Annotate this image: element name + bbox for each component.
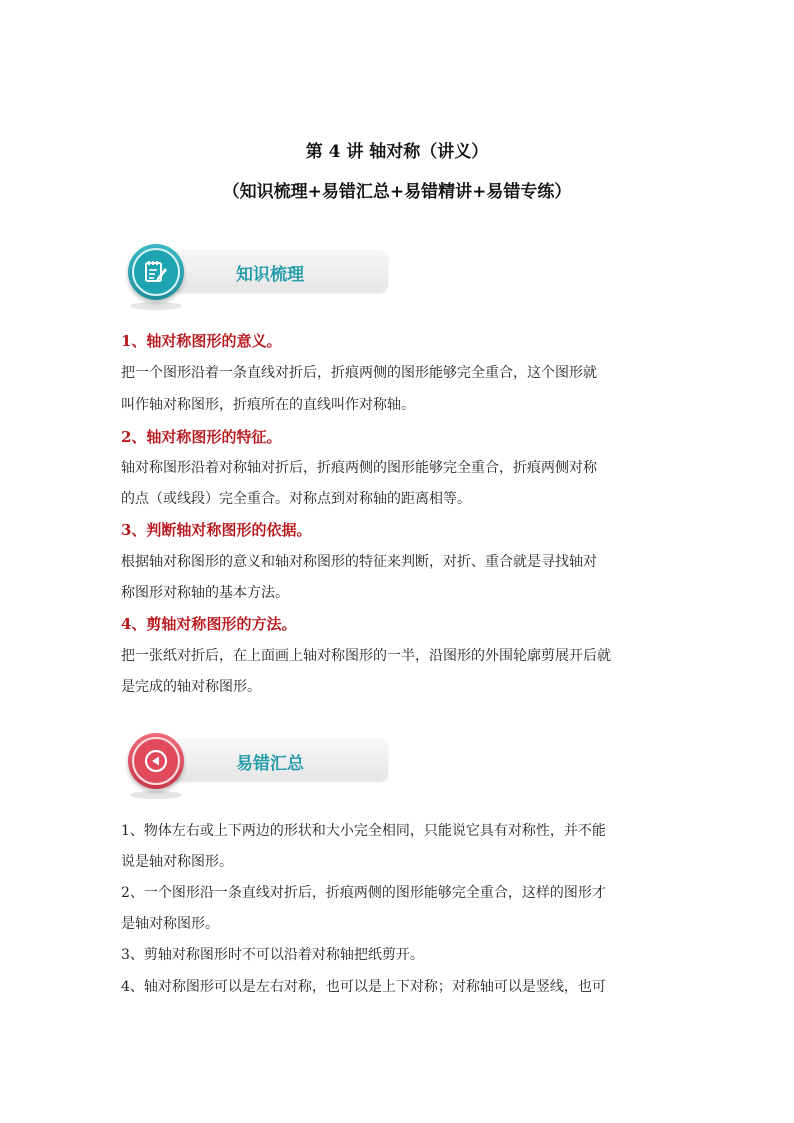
paragraph-line: 是完成的轴对称图形。: [121, 679, 261, 695]
paragraph-line: 4、轴对称图形可以是左右对称，也可以是上下对称；对称轴可以是竖线，也可: [121, 979, 606, 995]
badge-shadow: [130, 302, 182, 310]
paragraph-line: 的点（或线段）完全重合。对称点到对称轴的距离相等。: [121, 491, 471, 507]
paragraph-line: 轴对称图形沿着对称轴对折后，折痕两侧的图形能够完全重合，折痕两侧对称: [121, 460, 597, 476]
paragraph-line: 2、一个图形沿一条直线对折后，折痕两侧的图形能够完全重合，这样的图形才: [121, 885, 606, 901]
paragraph-line: 叫作轴对称图形，折痕所在的直线叫作对称轴。: [121, 397, 415, 413]
paragraph-line: 1、物体左右或上下两边的形状和大小完全相同，只能说它具有对称性，并不能: [121, 823, 606, 839]
badge-shadow: [130, 791, 182, 799]
paragraph-line: 3、剪轴对称图形时不可以沿着对称轴把纸剪开。: [121, 947, 424, 963]
banner-label: 知识梳理: [236, 265, 304, 285]
page-subtitle: （知识梳理+易错汇总+易错精讲+易错专练）: [222, 182, 572, 202]
banner-label: 易错汇总: [236, 754, 304, 774]
section-heading: 2、轴对称图形的特征。: [121, 428, 282, 446]
notepad-pencil-icon: [143, 259, 169, 285]
paragraph-line: 称图形对称轴的基本方法。: [121, 585, 289, 601]
section-heading: 3、判断轴对称图形的依据。: [121, 521, 312, 539]
paragraph-line: 说是轴对称图形。: [121, 854, 233, 870]
section-heading: 1、轴对称图形的意义。: [121, 332, 282, 350]
paragraph-line: 把一个图形沿着一条直线对折后，折痕两侧的图形能够完全重合，这个图形就: [121, 365, 597, 381]
banner-badge: [128, 733, 184, 789]
paragraph-line: 把一张纸对折后，在上面画上轴对称图形的一半，沿图形的外围轮廓剪展开后就: [121, 648, 611, 664]
page-title: 第 4 讲 轴对称（讲义）: [305, 142, 489, 162]
banner-badge: [128, 244, 184, 300]
section-banner-errors: [126, 735, 388, 787]
paragraph-line: 根据轴对称图形的意义和轴对称图形的特征来判断，对折、重合就是寻找轴对: [121, 554, 597, 570]
paragraph-line: 是轴对称图形。: [121, 916, 219, 932]
play-left-arrow-icon: [143, 748, 169, 774]
section-banner-knowledge: [126, 246, 388, 298]
section-heading: 4、剪轴对称图形的方法。: [121, 615, 297, 633]
